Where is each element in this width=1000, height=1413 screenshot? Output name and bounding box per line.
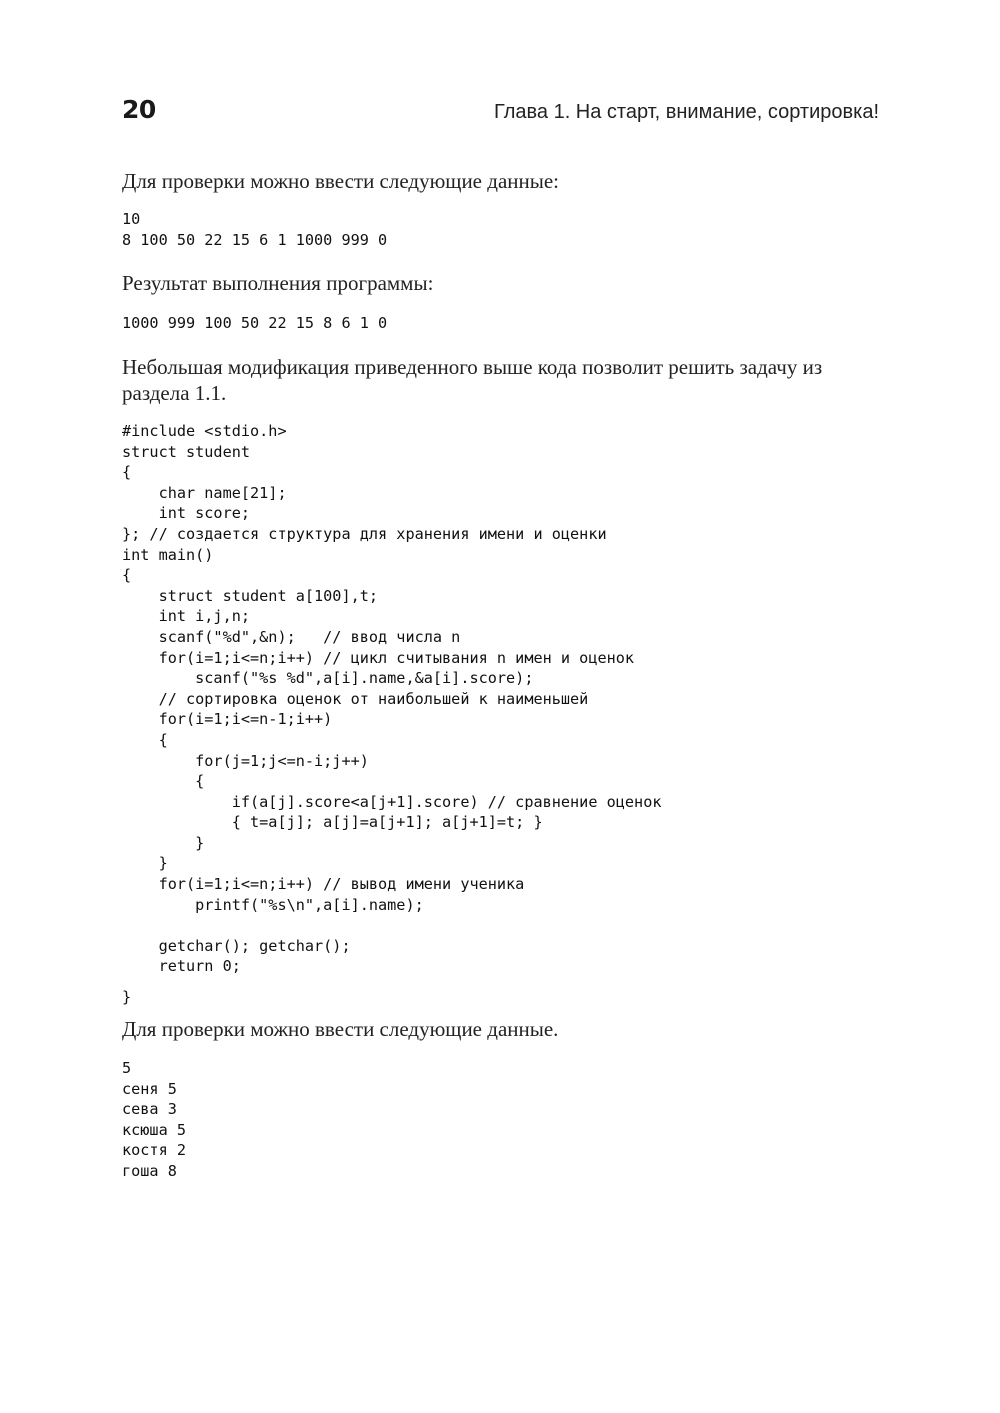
page-number: 20 bbox=[122, 95, 156, 124]
paragraph-check-input-2: Для проверки можно ввести следующие данные. bbox=[122, 1017, 559, 1041]
code-block-result: 1000 999 100 50 22 15 8 6 1 0 bbox=[122, 314, 388, 332]
code-block-input-2: 5 сеня 5 сева 3 ксюша 5 костя 2 гоша 8 bbox=[122, 1059, 187, 1180]
code-block-input: 10 8 100 50 22 15 6 1 1000 999 0 bbox=[122, 210, 388, 249]
code-block-program: #include <stdio.h> struct student { char name[21]; int score; }; // создается структура для хранения имени и оценки int main() { struct student a[100],t; int i,j,n; scanf("%d",&n); // ввод числа n for(i=1;i<=n;i++) // цикл считывания n имен и оценок scanf("%s %d",a[i].name,&a[i].score); // сортировка оценок от наибольшей к наименьшей for(i=1;i<=n-1;i++) { for(j=1;j<=n-i;j++) { if(a[j].score<a[j+1].score) // сравнение оценок { t=a[j]; a[j]=a[j+1]; a[j+1]=t; } } } for(i=1;i<=n;i++) // вывод имени ученика printf("%s\n",a[i].name); getchar(); getchar(); return 0; bbox=[122, 422, 662, 976]
paragraph-modification: Небольшая модификация приведенного выше кода позволит решить задачу из раздела 1.1. bbox=[122, 355, 823, 405]
code-closing-brace: } bbox=[122, 988, 132, 1006]
paragraph-result: Результат выполнения программы: bbox=[122, 271, 434, 295]
running-title: Глава 1. На старт, внимание, сортировка! bbox=[493, 101, 879, 123]
paragraph-check-input: Для проверки можно ввести следующие данные: bbox=[122, 169, 560, 193]
page-header bbox=[122, 86, 879, 126]
